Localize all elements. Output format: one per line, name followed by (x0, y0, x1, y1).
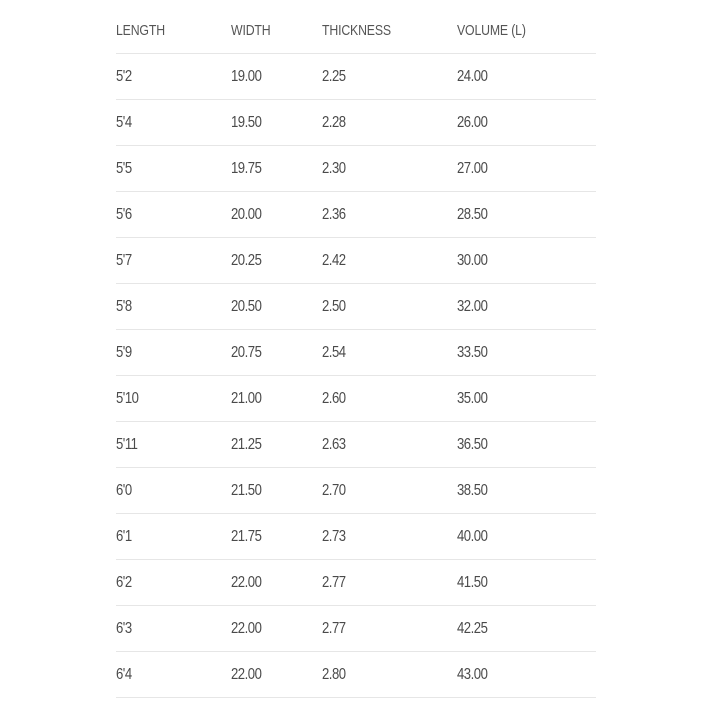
cell-width: 19.00 (231, 68, 262, 85)
cell-thickness: 2.36 (322, 206, 346, 223)
table-row (116, 100, 596, 146)
cell-length: 6'3 (116, 620, 132, 637)
cell-volume: 27.00 (457, 160, 488, 177)
cell-volume: 26.00 (457, 114, 488, 131)
cell-thickness: 2.42 (322, 252, 346, 269)
table-row (116, 606, 596, 652)
cell-thickness: 2.77 (322, 620, 346, 637)
cell-length: 5'2 (116, 68, 132, 85)
cell-width: 20.50 (231, 298, 262, 315)
cell-thickness: 2.73 (322, 528, 346, 545)
cell-length: 6'1 (116, 528, 132, 545)
cell-volume: 24.00 (457, 68, 488, 85)
cell-thickness: 2.60 (322, 390, 346, 407)
table-row (116, 376, 596, 422)
cell-volume: 38.50 (457, 482, 488, 499)
cell-volume: 28.50 (457, 206, 488, 223)
table-row (116, 422, 596, 468)
table-row (116, 560, 596, 606)
cell-width: 21.25 (231, 436, 262, 453)
cell-volume: 42.25 (457, 620, 488, 637)
table-row (116, 284, 596, 330)
cell-thickness: 2.50 (322, 298, 346, 315)
cell-width: 21.75 (231, 528, 262, 545)
cell-thickness: 2.30 (322, 160, 346, 177)
table-header-row (116, 8, 596, 54)
size-chart-table (116, 8, 596, 698)
cell-length: 5'6 (116, 206, 132, 223)
cell-volume: 35.00 (457, 390, 488, 407)
cell-length: 5'9 (116, 344, 132, 361)
header-volume: VOLUME (L) (457, 22, 526, 39)
cell-length: 6'4 (116, 666, 132, 683)
table-row (116, 514, 596, 560)
table-row (116, 652, 596, 698)
cell-thickness: 2.70 (322, 482, 346, 499)
cell-thickness: 2.80 (322, 666, 346, 683)
table-row (116, 238, 596, 284)
cell-width: 22.00 (231, 574, 262, 591)
cell-length: 6'2 (116, 574, 132, 591)
cell-volume: 32.00 (457, 298, 488, 315)
cell-length: 5'7 (116, 252, 132, 269)
cell-volume: 41.50 (457, 574, 488, 591)
cell-thickness: 2.28 (322, 114, 346, 131)
cell-volume: 33.50 (457, 344, 488, 361)
header-thickness: THICKNESS (322, 22, 391, 39)
table-row (116, 146, 596, 192)
cell-length: 5'4 (116, 114, 132, 131)
cell-width: 20.25 (231, 252, 262, 269)
cell-width: 22.00 (231, 666, 262, 683)
table-row (116, 54, 596, 100)
table-row (116, 192, 596, 238)
cell-thickness: 2.54 (322, 344, 346, 361)
cell-width: 20.00 (231, 206, 262, 223)
cell-length: 5'8 (116, 298, 132, 315)
cell-thickness: 2.25 (322, 68, 346, 85)
cell-length: 5'5 (116, 160, 132, 177)
cell-volume: 43.00 (457, 666, 488, 683)
cell-width: 19.75 (231, 160, 262, 177)
header-width: WIDTH (231, 22, 271, 39)
cell-width: 20.75 (231, 344, 262, 361)
cell-width: 21.50 (231, 482, 262, 499)
cell-volume: 36.50 (457, 436, 488, 453)
cell-length: 5'11 (116, 436, 138, 453)
cell-width: 21.00 (231, 390, 262, 407)
cell-length: 5'10 (116, 390, 139, 407)
header-length: LENGTH (116, 22, 165, 39)
cell-volume: 40.00 (457, 528, 488, 545)
table-row (116, 468, 596, 514)
table-row (116, 330, 596, 376)
cell-width: 19.50 (231, 114, 262, 131)
cell-thickness: 2.63 (322, 436, 346, 453)
cell-width: 22.00 (231, 620, 262, 637)
cell-volume: 30.00 (457, 252, 488, 269)
cell-thickness: 2.77 (322, 574, 346, 591)
cell-length: 6'0 (116, 482, 132, 499)
